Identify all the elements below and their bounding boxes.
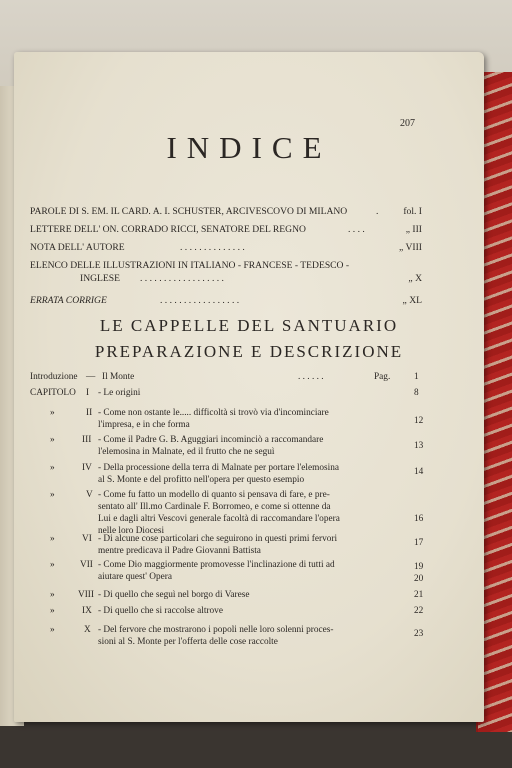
bullet-mark: » <box>50 625 55 635</box>
toc-intro-row <box>28 372 424 382</box>
toc-chapter-row <box>28 388 424 398</box>
entry-page: „ III <box>405 224 422 235</box>
entry-dots: . <box>376 206 379 217</box>
entry-title: LETTERE DELL' ON. CORRADO RICCI, SENATORE DEL REGNO <box>30 224 306 235</box>
chapter-page: 8 <box>414 388 419 398</box>
chapter-page: 17 <box>414 538 424 548</box>
entry-page: fol. I <box>403 206 422 217</box>
chapter-page: 13 <box>414 441 424 451</box>
entry-dots: . . . . <box>348 224 365 235</box>
bullet-mark: » <box>50 463 55 473</box>
chapter-title-cont: Lui e dagli altri Vescovi generale facoltà di raccomandare l'opera <box>98 514 340 524</box>
chapter-number: V <box>86 490 93 500</box>
chapter-page: 12 <box>414 416 424 426</box>
chapter-title: - Della processione della terra di Malnate per portare l'elemosina <box>98 463 339 473</box>
chapter-number: IX <box>82 606 92 616</box>
chapter-title-cont: l'elemosina in Malnate, ed il frutto che ne seguì <box>98 447 275 457</box>
chapter-title: - Come fu fatto un modello di quanto si pensava di fare, e pre- <box>98 490 330 500</box>
entry-dots: . . . . . . . . . . . . . . . . . <box>160 295 240 306</box>
bullet-mark: » <box>50 408 55 418</box>
entry-page: „ VIII <box>399 242 422 253</box>
chapter-title-cont: nelle loro Diocesi <box>98 526 165 536</box>
toc-chapter-row <box>28 408 424 430</box>
bullet-mark: » <box>50 560 55 570</box>
chapter-title-cont: sioni al S. Monte per l'offerta delle cose raccolte <box>98 637 278 647</box>
chapter-page: 23 <box>414 629 424 639</box>
bullet-mark: » <box>50 490 55 500</box>
chapter-page: 21 <box>414 590 424 600</box>
intro-pag-label: Pag. <box>374 372 391 382</box>
toc-chapter-row <box>28 625 424 647</box>
section-subtitle: PREPARAZIONE E DESCRIZIONE <box>94 342 404 361</box>
chapter-page: 19 <box>414 562 424 572</box>
entry-title: ERRATA CORRIGE <box>30 295 107 306</box>
chapter-title: - Come non ostante le..... difficoltà si trovò via d'incominciare <box>98 408 329 418</box>
chapter-number: IV <box>82 463 92 473</box>
chapter-title-cont: mentre predicava il Padre Giovanni Battista <box>98 546 261 556</box>
page-title: INDICE <box>166 130 332 165</box>
chapter-page: 20 <box>414 574 424 584</box>
intro-dots: . . . . . . <box>298 372 324 382</box>
toc-chapter-row <box>28 490 424 536</box>
chapter-title: - Come Dio maggiormente promovesse l'inclinazione di tutti ad <box>98 560 335 570</box>
bullet-mark: » <box>50 534 55 544</box>
chapter-title: - Di quello che seguì nel borgo di Varese <box>98 590 250 600</box>
intro-title: Il Monte <box>102 372 135 382</box>
chapter-page: 14 <box>414 467 424 477</box>
chapter-number: I <box>86 388 90 398</box>
bullet-mark: » <box>50 435 55 445</box>
entry-title: ELENCO DELLE ILLUSTRAZIONI IN ITALIANO - FRANCESE - TEDESCO - <box>30 260 350 271</box>
chapter-title-cont: aiutare quest' Opera <box>98 572 172 582</box>
page-number: 207 <box>400 118 415 129</box>
book-page <box>14 52 484 722</box>
chapter-title-cont: al S. Monte e del profitto nell'opera per questo esempio <box>98 475 305 485</box>
entry-title: INGLESE <box>80 273 120 284</box>
bullet-mark: » <box>50 606 55 616</box>
section-title: LE CAPPELLE DEL SANTUARIO <box>99 316 399 335</box>
chapter-title-cont: sentato all' Ill.mo Cardinale F. Borromeo, e come si ottenne da <box>98 502 331 512</box>
intro-label: Introduzione <box>30 372 78 382</box>
entry-title: PAROLE DI S. EM. IL CARD. A. I. SCHUSTER, ARCIVESCOVO DI MILANO <box>30 206 348 217</box>
toc-chapter-row <box>28 534 424 556</box>
chapter-number: VIII <box>78 590 95 600</box>
chapter-number: VI <box>82 534 92 544</box>
chapter-title: - Di alcune cose particolari che seguirono in questi primi fervori <box>98 534 338 544</box>
capitolo-label: CAPITOLO <box>30 388 76 398</box>
intro-separator: — <box>86 372 96 382</box>
chapter-title-cont: l'impresa, e in che forma <box>98 420 190 430</box>
chapter-page: 22 <box>414 606 424 616</box>
toc-chapter-row <box>28 435 424 457</box>
chapter-number: X <box>84 625 91 635</box>
toc-chapter-row <box>28 560 424 584</box>
chapter-title: - Le origini <box>98 388 141 398</box>
chapter-number: III <box>82 435 92 445</box>
bullet-mark: » <box>50 590 55 600</box>
entry-dots: . . . . . . . . . . . . . . <box>180 242 245 253</box>
toc-chapter-row <box>28 463 424 485</box>
toc-chapter-row <box>28 606 424 616</box>
toc-chapter-row <box>28 590 424 600</box>
entry-title: NOTA DELL' AUTORE <box>30 242 125 253</box>
entry-page: „ XL <box>402 295 422 306</box>
intro-page: 1 <box>414 372 419 382</box>
chapter-title: - Come il Padre G. B. Aguggiari incominciò a raccomandare <box>98 435 324 445</box>
chapter-number: VII <box>80 560 93 570</box>
entry-page: „ X <box>408 273 422 284</box>
entry-dots: . . . . . . . . . . . . . . . . . . <box>140 273 224 284</box>
chapter-page: 16 <box>414 514 424 524</box>
chapter-number: II <box>86 408 93 418</box>
chapter-title: - Del fervore che mostrarono i popoli nelle loro solenni proces- <box>98 625 334 635</box>
chapter-title: - Di quello che si raccolse altrove <box>98 606 223 616</box>
